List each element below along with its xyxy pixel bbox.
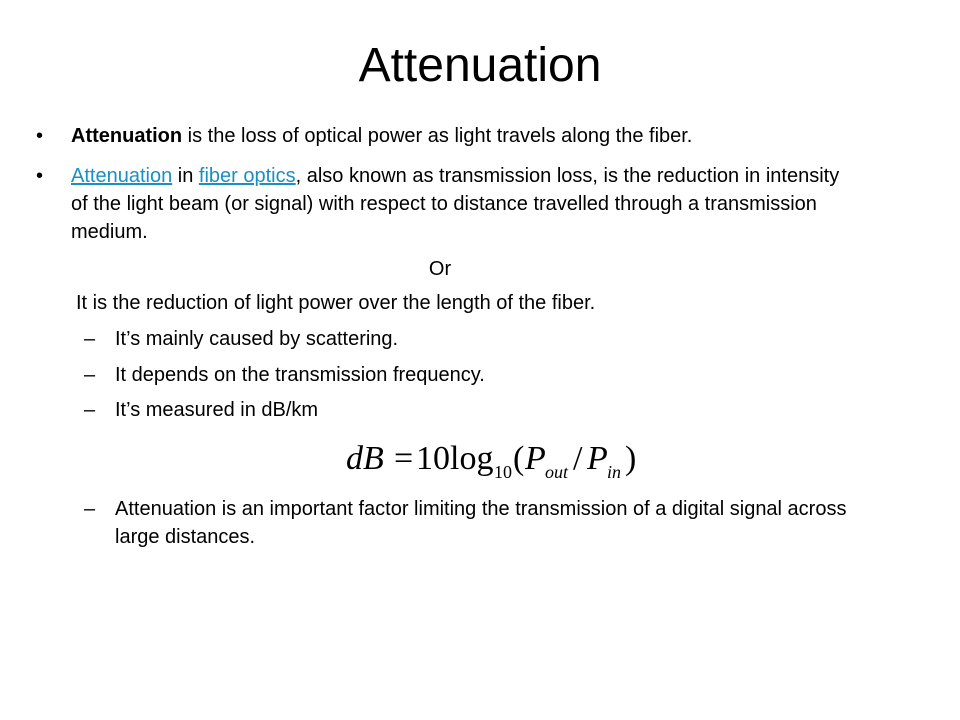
sub-bullet-item [84,325,854,353]
bullet-rest-text: is the loss of optical power as light travels along the fiber. [182,125,693,147]
formula-log: log [450,440,494,477]
sub-bullet-item [84,396,854,424]
sub-bullet-dash: – [84,399,96,421]
bullet-rest-text: , also known as transmission loss, is the reduction in intensity of the light beam (or signal) with respect to distance travelled through a transmission medium. [71,165,840,243]
sub-bullet-text: It’s measured in dB/km [115,399,319,421]
formula-slash: / [573,440,583,477]
formula-in-subscript: in [607,462,622,482]
sub-bullet-dash: – [84,364,96,386]
fiber-optics-link[interactable]: fiber optics [198,165,296,187]
bold-term: Attenuation [71,125,183,147]
sub-bullet-text: It’s mainly caused by scattering. [115,328,399,350]
slide-title: Attenuation [358,39,602,92]
formula-lhs: dB [346,440,384,477]
formula-close-paren: ) [625,440,637,477]
sub-bullet-item [84,361,854,389]
formula-coefficient: 10 [416,440,450,477]
sub-bullet-text: It depends on the transmission frequency. [115,364,485,386]
bullet-item [36,122,856,150]
formula-equals: = [394,440,414,477]
attenuation-formula [344,434,664,484]
sub-bullet-text: Attenuation is an important factor limiting the transmission of a digital signal across large distances. [115,498,847,548]
formula-log-base: 10 [494,462,512,482]
definition-line: It is the reduction of light power over the length of the fiber. [76,292,596,314]
formula-open-paren: ( [513,440,525,477]
formula-p-in: P [587,440,608,477]
bullet-dot: • [36,165,44,187]
sub-bullet-dash: – [84,328,96,350]
bullet-dot: • [36,125,44,147]
connector-text: in [172,165,199,187]
sub-bullet-item [84,495,854,551]
formula-p-out: P [525,440,546,477]
attenuation-link[interactable]: Attenuation [71,165,173,187]
bullet-text [71,122,856,150]
or-text: Or [428,258,452,280]
sub-bullet-dash: – [84,498,96,520]
bullet-item [36,162,856,246]
bullet-text [71,162,856,246]
formula-out-subscript: out [545,462,569,482]
